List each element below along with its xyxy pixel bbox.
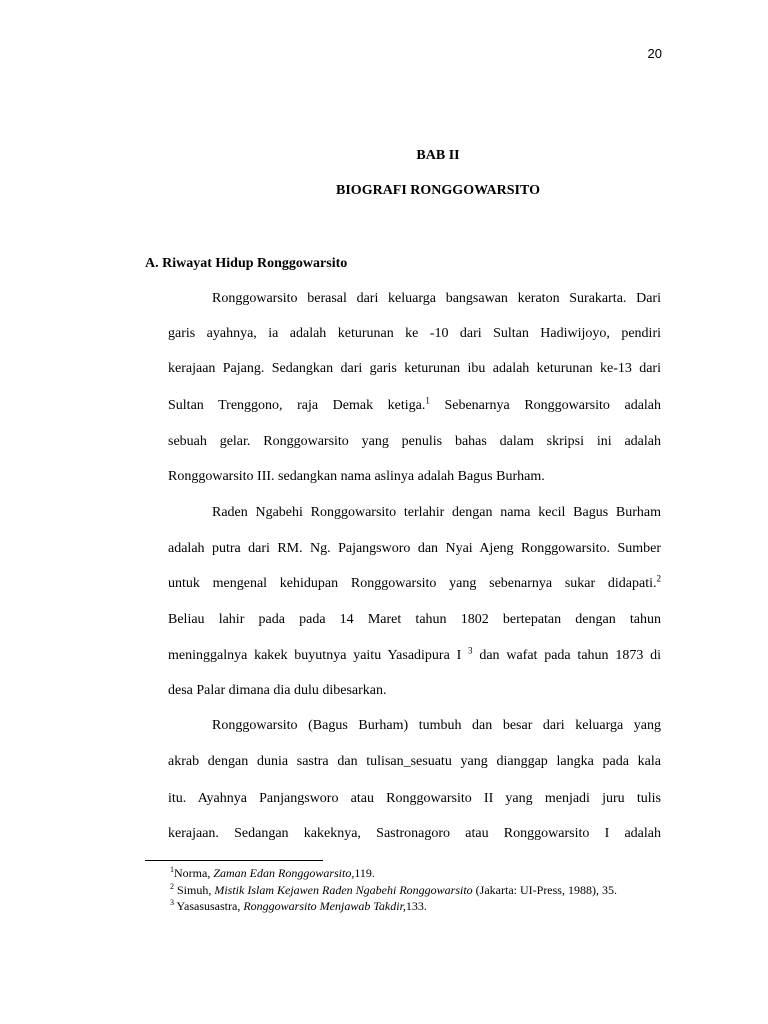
body-line: Ronggowarsito (Bagus Burham) tumbuh dan besar dari keluarga yang (212, 718, 661, 733)
footnote (170, 866, 375, 880)
body-line: sebuah gelar. Ronggowarsito yang penulis bahas dalam skripsi ini adalah (168, 434, 661, 449)
page-number: 20 (647, 46, 662, 61)
body-line: Raden Ngabehi Ronggowarsito terlahir dengan nama kecil Bagus Burham (212, 505, 661, 520)
footnote-text: Yasasusastra, (174, 899, 244, 913)
footnote-separator (145, 860, 323, 861)
body-text: dan wafat pada tahun 1873 di (472, 648, 661, 663)
body-text: untuk mengenal kehidupan Ronggowarsito yang sebenarnya sukar didapati. (168, 576, 657, 591)
body-line: akrab dengan dunia sastra dan tulisan_sesuatu yang dianggap langka pada kala (168, 754, 661, 769)
chapter-title: BIOGRAFI RONGGOWARSITO (336, 183, 540, 198)
body-line: desa Palar dimana dia dulu dibesarkan. (168, 683, 387, 698)
body-line (168, 397, 661, 415)
body-line: Beliau lahir pada pada 14 Maret tahun 1802 bertepatan dengan tahun (168, 612, 661, 627)
footnote (170, 899, 427, 913)
footnote-ref: 2 (656, 573, 661, 584)
footnote-text: Simuh, (174, 883, 215, 897)
body-text: Sebenarnya Ronggowarsito adalah (444, 398, 662, 413)
body-line (168, 647, 661, 665)
footnote-title: Ronggowarsito Menjawab Takdir, (243, 899, 406, 913)
footnote-ref: 1 (425, 395, 430, 406)
chapter-heading: BAB II (416, 148, 460, 163)
footnote-title: Zaman Edan Ronggowarsito, (213, 866, 355, 880)
footnote-text: 119. (354, 866, 375, 880)
footnote-text: (Jakarta: UI-Press, 1988), 35. (472, 883, 617, 897)
body-line: Ronggowarsito III. sedangkan nama aslinya adalah Bagus Burham. (168, 469, 545, 484)
body-line: itu. Ayahnya Panjangsworo atau Ronggowarsito II yang menjadi juru tulis (168, 791, 661, 806)
footnote-text: Norma, (174, 866, 214, 880)
body-text: Sultan Trenggono, raja Demak ketiga. (168, 398, 426, 413)
footnote-title: Mistik Islam Kejawen Raden Ngabehi Ronggowarsito (214, 883, 473, 897)
body-line: adalah putra dari RM. Ng. Pajangsworo dan Nyai Ajeng Ronggowarsito. Sumber (168, 541, 661, 556)
body-line: kerajaan Pajang. Sedangkan dari garis keturunan ibu adalah keturunan ke-13 dari (168, 361, 661, 376)
body-line: kerajaan. Sedangan kakeknya, Sastronagoro atau Ronggowarsito I adalah (168, 826, 661, 841)
body-text: meninggalnya kakek buyutnya yaitu Yasadipura I (168, 648, 469, 663)
footnote-mark: 2 (170, 882, 174, 891)
footnote-mark: 3 (170, 898, 174, 907)
body-line: Ronggowarsito berasal dari keluarga bangsawan keraton Surakarta. Dari (212, 291, 661, 306)
footnote (170, 883, 617, 897)
section-heading: A. Riwayat Hidup Ronggowarsito (145, 256, 348, 271)
footnote-ref: 3 (468, 645, 473, 656)
body-line: garis ayahnya, ia adalah keturunan ke -10 dari Sultan Hadiwijoyo, pendiri (168, 326, 661, 341)
footnote-text: 133. (405, 899, 427, 913)
body-line (168, 575, 661, 593)
footnote-mark: 1 (170, 865, 174, 874)
